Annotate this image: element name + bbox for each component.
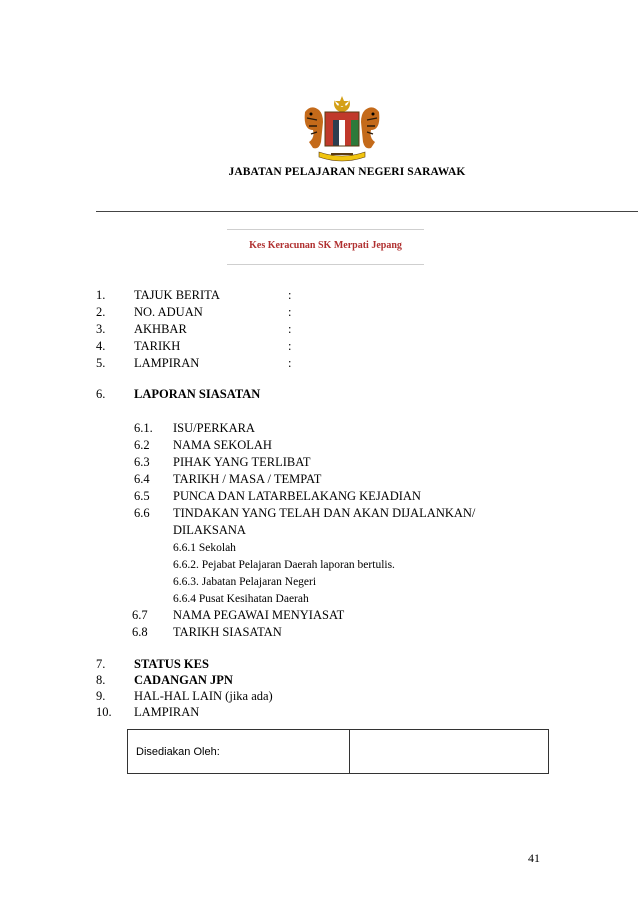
item-number: 5.: [96, 356, 106, 370]
item-label: AKHBAR: [134, 322, 187, 336]
subitem-number: 6.1.: [134, 421, 153, 435]
item-label: NO. ADUAN: [134, 305, 203, 319]
subitem-number: 6.2: [134, 438, 150, 452]
subitem-number: 6.4: [134, 472, 150, 486]
subsubitem: 6.6.2. Pejabat Pelajaran Daerah laporan bertulis.: [173, 559, 395, 571]
subitem-label: NAMA SEKOLAH: [173, 438, 272, 452]
item-number: 8.: [96, 673, 106, 687]
item-label: STATUS KES: [134, 657, 209, 671]
subsubitem: 6.6.1 Sekolah: [173, 542, 236, 554]
item-number: 3.: [96, 322, 106, 336]
item-number: 1.: [96, 288, 106, 302]
subitem-number: 6.6: [134, 506, 150, 520]
item-label: CADANGAN JPN: [134, 673, 233, 687]
case-title: Kes Keracunan SK Merpati Jepang: [249, 240, 402, 251]
section-heading: LAPORAN SIASATAN: [134, 387, 261, 401]
item-label: HAL-HAL LAIN (jika ada): [134, 689, 273, 703]
case-title-top-rule: [227, 229, 424, 230]
prepared-by-label: Disediakan Oleh:: [128, 730, 350, 774]
item-label: TAJUK BERITA: [134, 288, 220, 302]
subsubitem: 6.6.3. Jabatan Pelajaran Negeri: [173, 576, 317, 588]
prepared-by-value[interactable]: [350, 730, 549, 774]
subitem-label: TARIKH SIASATAN: [173, 625, 282, 639]
item-number: 2.: [96, 305, 106, 319]
coat-of-arms-icon: [297, 94, 387, 164]
item-label: LAMPIRAN: [134, 705, 200, 719]
header-rule: [96, 211, 638, 212]
page-number: 41: [528, 851, 540, 865]
item-colon: :: [288, 339, 292, 353]
item-number: 9.: [96, 689, 106, 703]
item-label: LAMPIRAN: [134, 356, 200, 370]
subitem-label: TINDAKAN YANG TELAH DAN AKAN DIJALANKAN/: [173, 506, 476, 520]
item-number: 10.: [96, 705, 112, 719]
subitem-number: 6.3: [134, 455, 150, 469]
item-colon: :: [288, 305, 292, 319]
item-colon: :: [288, 322, 292, 336]
subitem-continuation: DILAKSANA: [173, 523, 246, 537]
subitem-label: TARIKH / MASA / TEMPAT: [173, 472, 322, 486]
subitem-label: ISU/PERKARA: [173, 421, 255, 435]
item-number: 4.: [96, 339, 106, 353]
item-colon: :: [288, 288, 292, 302]
item-colon: :: [288, 356, 292, 370]
subitem-label: PIHAK YANG TERLIBAT: [173, 455, 311, 469]
item-number: 7.: [96, 657, 106, 671]
subitem-number: 6.7: [132, 608, 148, 622]
subitem-label: NAMA PEGAWAI MENYIASAT: [173, 608, 345, 622]
subitem-label: PUNCA DAN LATARBELAKANG KEJADIAN: [173, 489, 421, 503]
signature-table: [127, 729, 549, 774]
case-title-bottom-rule: [227, 264, 424, 265]
document-title: JABATAN PELAJARAN NEGERI SARAWAK: [228, 166, 466, 178]
section-number: 6.: [96, 387, 106, 401]
subsubitem: 6.6.4 Pusat Kesihatan Daerah: [173, 593, 309, 605]
item-label: TARIKH: [134, 339, 181, 353]
subitem-number: 6.5: [134, 489, 150, 503]
subitem-number: 6.8: [132, 625, 148, 639]
